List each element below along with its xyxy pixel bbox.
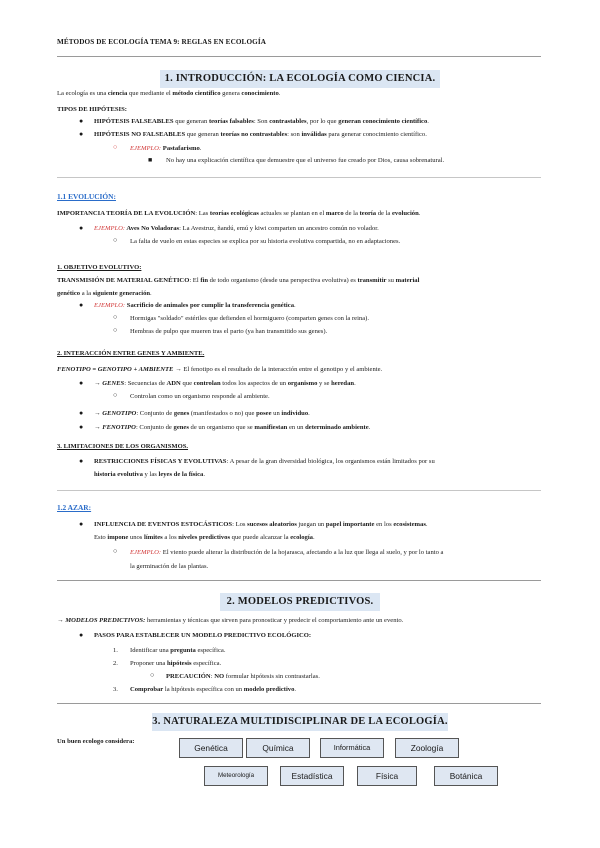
discipline-fisica: Física	[357, 766, 417, 786]
discipline-botanica: Botánica	[434, 766, 498, 786]
discipline-estadistica: Estadística	[280, 766, 344, 786]
paso-2: 2.	[113, 660, 118, 667]
paso-3-text: Comprobar la hipótesis específica con un modelo predictivo.	[130, 686, 297, 693]
section-1-title: 1. INTRODUCCIÓN: LA ECOLOGÍA COMO CIENCIA.	[160, 70, 440, 88]
genes-item: → GENES: Secuencias de ADN que controlan todos los aspectos de un organismo y se heredan.	[94, 380, 356, 387]
paso-1-text: Identificar una pregunta específica.	[130, 647, 226, 654]
bullet-icon: ●	[79, 423, 84, 431]
section-3-title: 3. NATURALEZA MULTIDISCIPLINAR DE LA ECOLOGÍA.	[152, 713, 448, 731]
example-hormigas: Hormigas "soldado" estériles que defienden el hormiguero (comparten genes con la reina).	[130, 315, 370, 322]
bullet-icon: ●	[79, 301, 84, 309]
falseables-item: HIPÓTESIS FALSEABLES que generan teorías falsables: Son contrastables, por lo que generan conocimiento científico.	[94, 118, 429, 125]
document-header: MÉTODOS DE ECOLOGÍA TEMA 9: REGLAS EN ECOLOGÍA	[57, 38, 267, 46]
bullet-icon: ●	[79, 631, 84, 639]
precaucion: PRECAUCIÓN: NO formular hipótesis sin contrastarlas.	[166, 673, 320, 680]
subsection-azar: 1.2 AZAR:	[57, 503, 92, 512]
divider	[57, 177, 541, 178]
fenotipo-formula: FENOTIPO = GENOTIPO + AMBIENTE → El fenotipo es el resultado de la interacción entre el genotipo y el ambiente.	[57, 366, 383, 373]
evolucion-importance: IMPORTANCIA TEORÍA DE LA EVOLUCIÓN: Las teorías ecológicas actuales se plantan en el marco de la teoría de la evolución.	[57, 210, 421, 217]
example-aves: EJEMPLO: Aves No Voladoras: La Avestruz, ñandú, emú y kiwi comparten un ancestro común no volador.	[94, 225, 379, 232]
genotipo-item: → GENOTIPO: Conjunto de genes (manifestados o no) que posee un individuo.	[94, 410, 310, 417]
discipline-meteorologia: Meteorología	[204, 766, 268, 786]
genes-sub: Controlan como un organismo responde al ambiente.	[130, 393, 270, 400]
azar-line2: Esto impone unos límites a los niveles predictivos que puede alcanzar la ecología.	[94, 534, 315, 541]
bullet-icon: ●	[79, 379, 84, 387]
circle-bullet-icon: ○	[113, 313, 118, 321]
paso-1: 1.	[113, 647, 118, 654]
square-bullet-icon: ■	[148, 156, 153, 164]
ecologo-label: Un buen ecologo considera:	[57, 738, 135, 745]
limitaciones-line1: RESTRICCIONES FÍSICAS Y EVOLUTIVAS: A pesar de la gran diversidad biológica, los organismos están limitados por su	[94, 458, 435, 465]
example-aves-sub: La falta de vuelo en estas especies se explica por su historia evolutiva compartida, no en adaptaciones.	[130, 238, 401, 245]
intro-text: La ecología es una ciencia que mediante el método científico genera conocimiento.	[57, 90, 281, 97]
example-pastafarismo: EJEMPLO: Pastafarismo.	[130, 145, 202, 152]
paso-3: 3.	[113, 686, 118, 693]
interaccion-title: 2. INTERACCIÓN ENTRE GENES Y AMBIENTE.	[57, 350, 205, 357]
example-sacrificio: EJEMPLO: Sacrificio de animales por cumplir la transferencia genética.	[94, 302, 296, 309]
objetivo-line1: TRANSMISIÓN DE MATERIAL GENÉTICO: El fin de todo organismo (desde una perspectiva evolutiva) es transmitir su material	[57, 277, 420, 284]
discipline-zoologia: Zoología	[395, 738, 459, 758]
circle-bullet-icon: ○	[113, 143, 118, 151]
no-falseables-item: HIPÓTESIS NO FALSEABLES que generan teorías no contrastables: son inválidas para generar conocimiento científico.	[94, 131, 427, 138]
modelos-def: → MODELOS PREDICTIVOS: herramientas y técnicas que sirven para pronosticar y predecir el comportamiento ante un evento.	[57, 617, 404, 624]
bullet-icon: ●	[79, 457, 84, 465]
bullet-icon: ●	[79, 224, 84, 232]
subsection-evolucion: 1.1 EVOLUCIÓN:	[57, 192, 116, 201]
discipline-genetica: Genética	[179, 738, 243, 758]
section-2-title: 2. MODELOS PREDICTIVOS.	[220, 593, 380, 611]
example-pulpo: Hembras de pulpo que mueren tras el parto (ya han transmitido sus genes).	[130, 328, 328, 335]
limitaciones-line2: historia evolutiva y las leyes de la física.	[94, 471, 206, 478]
header-rule	[57, 56, 541, 57]
bullet-icon: ●	[79, 130, 84, 138]
example-viento: EJEMPLO: El viento puede alterar la distribución de la hojarasca, afectando a la luz que llega al suelo, y por lo tanto a	[130, 549, 444, 556]
bullet-icon: ●	[79, 520, 84, 528]
circle-bullet-icon: ○	[113, 236, 118, 244]
discipline-quimica: Química	[246, 738, 310, 758]
example-viento-2: la germinación de las plantas.	[130, 563, 209, 570]
fenotipo-item: → FENOTIPO: Conjunto de genes de un organismo que se manifiestan en un determinado ambiente.	[94, 424, 371, 431]
section-rule	[57, 580, 541, 581]
bullet-icon: ●	[79, 117, 84, 125]
circle-bullet-icon: ○	[113, 326, 118, 334]
tipos-heading: TIPOS DE HIPÓTESIS:	[57, 106, 127, 113]
circle-bullet-icon: ○	[113, 547, 118, 555]
objetivo-line2: genético a la siguiente generación.	[57, 290, 152, 297]
pasos-heading: PASOS PARA ESTABLECER UN MODELO PREDICTIVO ECOLÓGICO:	[94, 632, 312, 639]
circle-bullet-icon: ○	[150, 671, 155, 679]
circle-bullet-icon: ○	[113, 391, 118, 399]
example-sub: No hay una explicación científica que demuestre que el universo fue creado por Dios, causa sobrenatural.	[166, 157, 445, 164]
paso-2-text: Proponer una hipótesis específica.	[130, 660, 222, 667]
azar-line1: INFLUENCIA DE EVENTOS ESTOCÁSTICOS: Los sucesos aleatorios juegan un papel importante en los ecosistemas.	[94, 521, 428, 528]
limitaciones-title: 3. LIMITACIONES DE LOS ORGANISMOS.	[57, 443, 189, 450]
section-rule	[57, 703, 541, 704]
bullet-icon: ●	[79, 409, 84, 417]
objetivo-title: 1. OBJETIVO EVOLUTIVO:	[57, 264, 142, 271]
divider	[57, 490, 541, 491]
discipline-informatica: Informática	[320, 738, 384, 758]
